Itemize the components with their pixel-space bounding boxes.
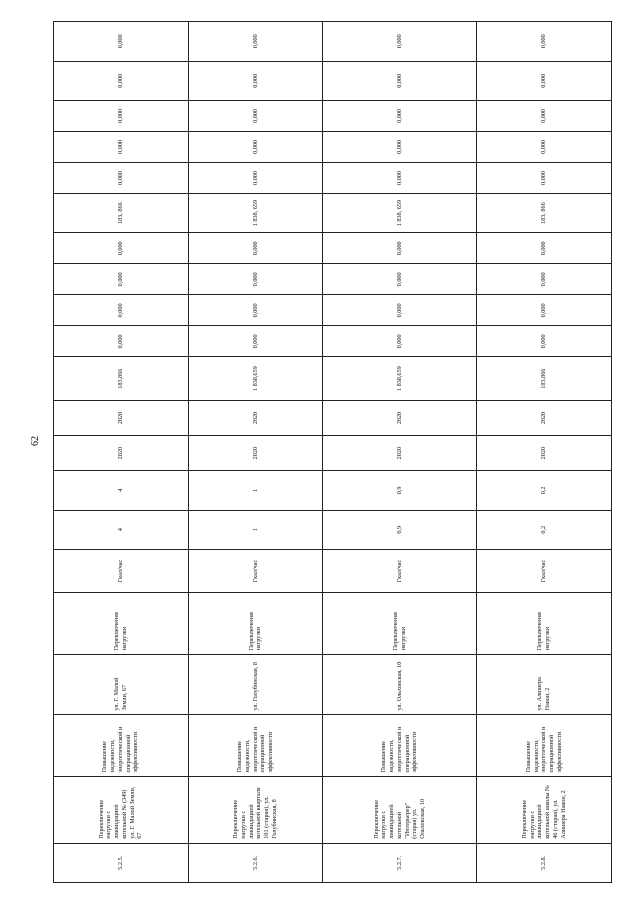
row-load-before: 0,9 xyxy=(323,510,477,549)
page-number: 62 xyxy=(30,436,41,446)
row-cost-3: 0,000 xyxy=(54,264,189,295)
row-measure: Переключение нагрузки xyxy=(54,593,189,655)
row-unit: Гкал/час xyxy=(477,549,612,592)
row-load-before: 0,2 xyxy=(477,510,612,549)
row-year-start: 2020 xyxy=(188,436,323,471)
rotated-table xyxy=(53,21,612,883)
row-cost-5: 0,000 xyxy=(54,162,189,193)
table-row xyxy=(477,22,612,883)
row-load-before: 1 xyxy=(188,510,323,549)
row-goal: Повышение надежности, энергетической и операционной эффективности xyxy=(477,715,612,777)
table-row xyxy=(188,22,323,883)
row-cost-5: 0,000 xyxy=(188,162,323,193)
row-name: Переключение нагрузки с ликвидацией котельной № (349) ул. Г. Малой Земли, 67 xyxy=(54,777,189,843)
row-cost-2: 0,000 xyxy=(323,295,477,326)
row-unit: Гкал/час xyxy=(54,549,189,592)
row-cost-5: 0,000 xyxy=(477,162,612,193)
row-year-start: 2020 xyxy=(54,436,189,471)
row-cost-2020: 1 838, 659 xyxy=(188,193,323,232)
row-measure: Переключение нагрузки xyxy=(188,593,323,655)
row-cost-7: 0,000 xyxy=(54,100,189,131)
row-total-cost: 183,866 xyxy=(54,357,189,400)
row-cost-2: 0,000 xyxy=(477,295,612,326)
row-measure: Переключение нагрузки xyxy=(323,593,477,655)
row-total-cost: 1 838,659 xyxy=(323,357,477,400)
row-cost-8: 0,000 xyxy=(323,61,477,100)
row-cost-8: 0,000 xyxy=(54,61,189,100)
row-load-after: 4 xyxy=(54,471,189,510)
row-year-end: 2020 xyxy=(323,400,477,435)
row-number: 5.2.5. xyxy=(54,843,189,882)
table-row xyxy=(323,22,477,883)
row-load-after: 0,9 xyxy=(323,471,477,510)
row-cost-6: 0,000 xyxy=(188,131,323,162)
row-cost-2: 0,000 xyxy=(54,295,189,326)
row-cost-3: 0,000 xyxy=(323,264,477,295)
row-cost-8: 0,000 xyxy=(188,61,323,100)
row-goal: Повышение надежности, энергетической и операционной эффективности xyxy=(54,715,189,777)
row-cost-1: 0,000 xyxy=(477,326,612,357)
row-cost-7: 0,000 xyxy=(188,100,323,131)
row-number: 5.2.7. xyxy=(323,843,477,882)
row-name: Переключение нагрузки с ликвидацией котельной "Интерьерер" (старая) ул. Ольховская, 10 xyxy=(323,777,477,843)
row-cost-7: 0,000 xyxy=(323,100,477,131)
row-unit: Гкал/час xyxy=(188,549,323,592)
row-cost-4: 0,000 xyxy=(323,233,477,264)
row-cost-1: 0,000 xyxy=(54,326,189,357)
row-number: 5.2.8. xyxy=(477,843,612,882)
row-total-cost: 183,866 xyxy=(477,357,612,400)
row-total-cost: 1 838,659 xyxy=(188,357,323,400)
row-name: Переключение нагрузки с ликвидацией котельной квартала 101 (старая), ул. Голубинская, 8 xyxy=(188,777,323,843)
row-cost-2020: 1 838, 659 xyxy=(323,193,477,232)
row-unit: Гкал/час xyxy=(323,549,477,592)
row-cost-2020: 183, 866 xyxy=(477,193,612,232)
row-measure: Переключение нагрузки xyxy=(477,593,612,655)
row-cost-2020: 183, 866 xyxy=(54,193,189,232)
row-cost-4: 0,000 xyxy=(188,233,323,264)
row-cost-6: 0,000 xyxy=(323,131,477,162)
investment-table xyxy=(53,21,612,883)
row-cost-9: 0,000 xyxy=(477,22,612,62)
row-goal: Повышение надежности, энергетической и операционной эффективности xyxy=(188,715,323,777)
row-load-after: 0,2 xyxy=(477,471,612,510)
row-cost-7: 0,000 xyxy=(477,100,612,131)
row-cost-3: 0,000 xyxy=(188,264,323,295)
row-cost-4: 0,000 xyxy=(477,233,612,264)
row-cost-1: 0,000 xyxy=(323,326,477,357)
row-cost-9: 0,000 xyxy=(54,22,189,62)
row-cost-8: 0,000 xyxy=(477,61,612,100)
table-row xyxy=(54,22,189,883)
row-address: ул. Голубинская, 8 xyxy=(188,655,323,715)
row-year-end: 2020 xyxy=(188,400,323,435)
row-address: ул. Г. Малой Земли, 67 xyxy=(54,655,189,715)
row-year-end: 2020 xyxy=(54,400,189,435)
row-year-end: 2020 xyxy=(477,400,612,435)
row-number: 5.2.6. xyxy=(188,843,323,882)
row-cost-9: 0,000 xyxy=(188,22,323,62)
row-cost-4: 0,000 xyxy=(54,233,189,264)
row-cost-9: 0,000 xyxy=(323,22,477,62)
row-cost-2: 0,000 xyxy=(188,295,323,326)
row-name: Переключение нагрузки с ликвидацией котельной школы № 46 (старая), ул. Алишера Навои, 2 xyxy=(477,777,612,843)
row-goal: Повышение надежности, энергетической и операционной эффективности xyxy=(323,715,477,777)
row-year-start: 2020 xyxy=(323,436,477,471)
row-cost-5: 0,000 xyxy=(323,162,477,193)
row-load-after: 1 xyxy=(188,471,323,510)
row-cost-3: 0,000 xyxy=(477,264,612,295)
row-address: ул. Алишера Навои, 2 xyxy=(477,655,612,715)
row-cost-1: 0,000 xyxy=(188,326,323,357)
row-load-before: 4 xyxy=(54,510,189,549)
row-cost-6: 0,000 xyxy=(54,131,189,162)
row-year-start: 2020 xyxy=(477,436,612,471)
row-cost-6: 0,000 xyxy=(477,131,612,162)
row-address: ул. Ольховская, 10 xyxy=(323,655,477,715)
